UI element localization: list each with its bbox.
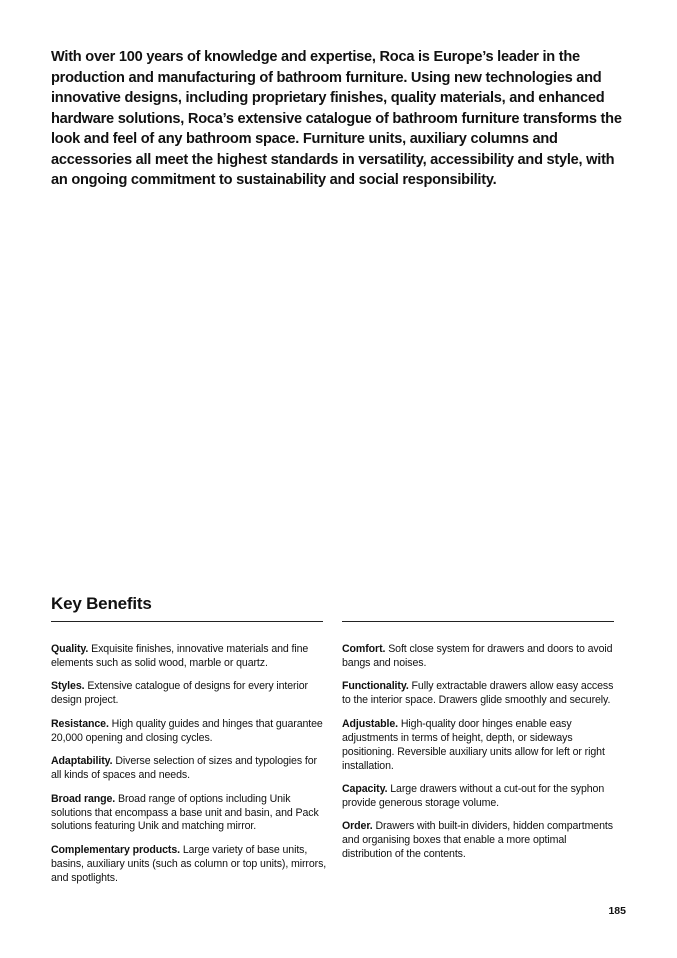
benefit-title: Complementary products. [51,843,180,856]
benefit-title: Order. [342,820,373,833]
benefit-quality [51,643,327,671]
benefit-text: Diverse selection of sizes and typologies for all kinds of spaces and needs. [51,755,317,782]
benefit-title: Styles. [51,680,85,693]
benefit-capacity [342,783,618,811]
benefits-right-column [342,643,618,872]
benefit-adjustable [342,718,618,774]
benefit-title: Adjustable. [342,717,398,730]
key-benefits-heading: Key Benefits [51,594,152,613]
benefit-title: Comfort. [342,643,386,655]
page-number: 185 [608,905,626,917]
benefit-resistance [51,718,327,746]
benefit-text: Exquisite finishes, innovative materials and fine elements such as solid wood, marble or quartz. [51,643,309,669]
benefit-comfort [342,643,618,671]
benefit-broad-range [51,793,327,835]
benefit-text: Broad range of options including Unik solutions that encompass a base unit and basin, and Pack solutions featuring Unik and matching mirror. [51,792,319,833]
benefit-text: Extensive catalogue of designs for every interior design project. [51,680,308,707]
benefit-text: Drawers with built-in dividers, hidden compartments and organising boxes that enable a more optimal distribution of the contents. [342,820,613,861]
benefit-title: Resistance. [51,717,109,730]
benefit-styles [51,680,327,708]
benefit-title: Adaptability. [51,755,113,768]
benefit-title: Functionality. [342,680,409,693]
benefit-text: High quality guides and hinges that guarantee 20,000 opening and closing cycles. [51,717,323,744]
benefit-text: Fully extractable drawers allow easy access to the interior space. Drawers glide smoothly and securely. [342,680,614,707]
benefit-text: Large drawers without a cut-out for the syphon provide generous storage volume. [342,783,605,809]
benefit-text: Large variety of base units, basins, auxiliary units (such as column or top units), mirrors, and spotlights. [51,843,327,884]
benefit-title: Quality. [51,643,89,655]
benefit-text: High-quality door hinges enable easy adjustments in terms of height, depth, or sideways positioning. Reversible auxiliary units allow for left or right installation. [342,717,605,772]
benefit-title: Broad range. [51,792,116,805]
left-divider [51,621,323,622]
benefit-functionality [342,680,618,708]
benefits-left-column [51,643,327,895]
intro-paragraph: With over 100 years of knowledge and expertise, Roca is Europe’s leader in the production and manufacturing of bathroom furniture. Using new technologies and innovative designs, including proprietary finishes, quality materials, and enhanced hardware solutions, Roca’s extensive catalogue of bathroom furniture transforms the look and feel of any bathroom space. Furniture units, auxiliary columns and accessories all meet the highest standards in versatility, accessibility and style, with an ongoing commitment to sustainability and social responsibility. [51,49,622,188]
benefit-title: Capacity. [342,783,388,796]
benefit-text: Soft close system for drawers and doors to avoid bangs and noises. [342,643,613,669]
benefit-complementary-products [51,844,327,886]
benefit-adaptability [51,755,327,783]
benefit-order [342,820,618,862]
right-divider [342,621,614,622]
